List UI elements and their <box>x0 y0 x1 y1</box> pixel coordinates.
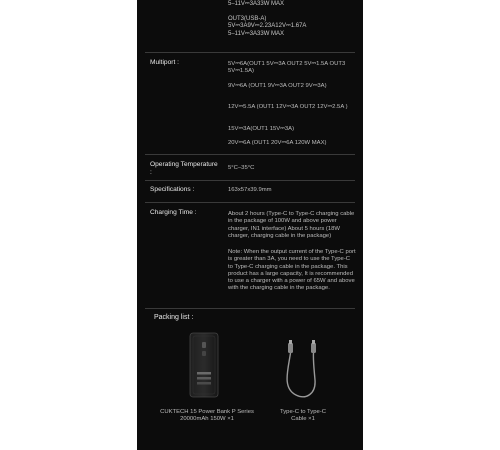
multiport-label: Multiport : <box>150 59 179 66</box>
specifications-label: Specifications : <box>150 186 195 193</box>
multiport-value-4: 15V⎓3A(OUT1 15V⎓3A) <box>228 126 295 132</box>
power-bank-image <box>189 332 219 398</box>
usb-c-cable-image <box>282 340 324 402</box>
top-output-spec <box>228 0 307 38</box>
divider <box>145 180 355 181</box>
cable-caption: Type-C to Type-C Cable ×1 <box>279 409 327 423</box>
multiport-value-1: 5V⎓6A(OUT1 5V⎓3A OUT2 5V⎓1.5A OUT3 5V⎓1.5A) <box>228 61 346 75</box>
spec-panel <box>137 0 363 450</box>
divider <box>145 202 355 203</box>
divider <box>145 52 355 53</box>
spec-line: 5–11V⎓3A33W MAX <box>228 1 285 8</box>
specifications-value: 163x57x39.9mm <box>228 187 272 193</box>
divider <box>145 308 355 309</box>
divider <box>145 154 355 155</box>
charging-note: Note: When the output current of the Type-C port is greater than 3A, you need to use the Type-C to Type-C charging cable in the package. This product has a large capacity, It is recommended to use a charger with a power of 65W and above with the charging cable in the package. <box>228 249 356 292</box>
spec-line: 5V⎓3A9V⎓2.23A12V⎓1.67A <box>228 23 307 30</box>
charging-time-value: About 2 hours (Type-C to Type-C charging cable in the package of 100W and above power charger, IN1 interface) About 5 hours (18W charger, charging cable in the package) <box>228 211 355 239</box>
multiport-value-2: 9V⎓6A (OUT1 9V⎓3A OUT2 9V⎓3A) <box>228 83 327 89</box>
spec-line: OUT3(USB-A) <box>228 15 267 22</box>
temperature-label: Operating Temperature : <box>150 161 218 177</box>
packing-list-title: Packing list : <box>154 314 194 321</box>
multiport-value-5: 20V⎓6A (OUT1 20V⎓6A 120W MAX) <box>228 140 327 146</box>
spec-line: 5–11V⎓3A33W MAX <box>228 30 285 37</box>
power-bank-caption: CUKTECH 15 Power Bank P Series 20000mAh 150W ×1 <box>160 409 254 423</box>
multiport-value-3: 12V⎓5.5A (OUT1 12V⎓3A OUT2 12V⎓2.5A ) <box>228 104 348 110</box>
charging-time-label: Charging Time : <box>150 209 197 216</box>
spec-line <box>228 9 307 16</box>
temperature-value: 5°C–35°C <box>228 165 255 171</box>
